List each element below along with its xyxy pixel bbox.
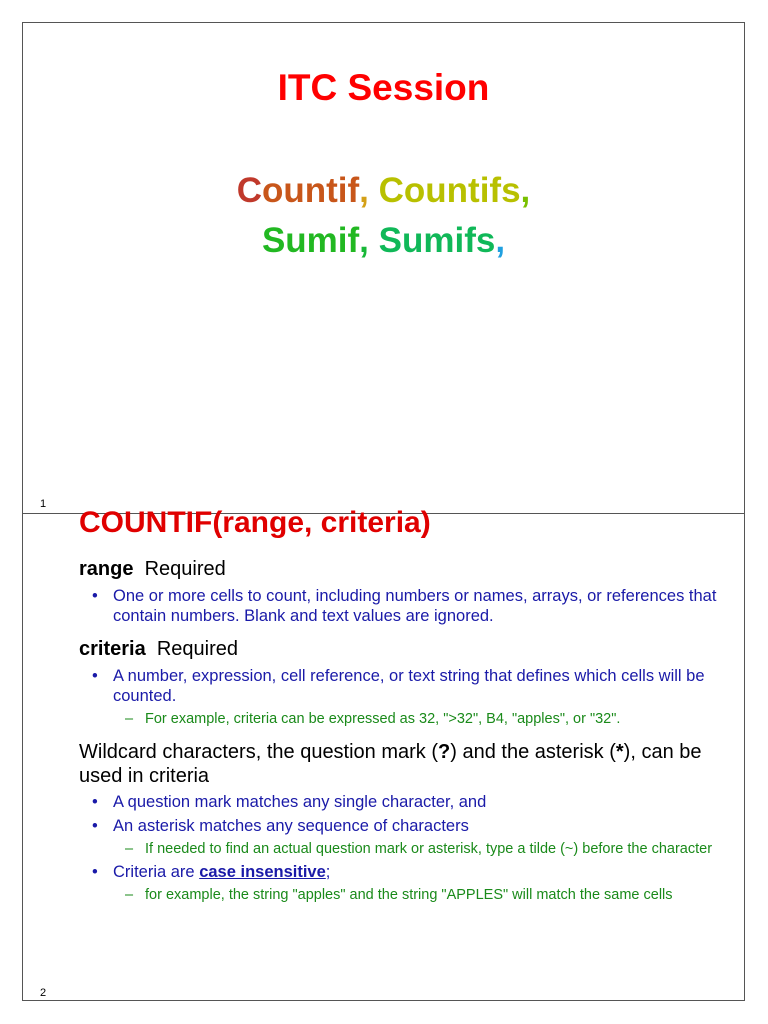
range-bullet-text: One or more cells to count, including numbers or names, arrays, or references that contain numbers. Blank and text values are ignored. [113, 587, 717, 625]
wildcard-asterisk: * [615, 741, 624, 763]
criteria-heading [79, 636, 739, 662]
bullet-dot: • [92, 863, 98, 881]
case-bullet [79, 862, 739, 882]
subtitle-segment: Sumifs [378, 221, 496, 260]
bullet-dot: • [92, 587, 98, 605]
subtitle-segment: , [495, 221, 506, 260]
bullet-dot: • [92, 793, 98, 811]
slide-1-subtitle-line-2 [23, 217, 744, 264]
wildcard-text-3: ), can be used in criteria [79, 741, 702, 787]
slide-1-number: 1 [40, 498, 47, 510]
subtitle-segment: ountif [261, 171, 360, 210]
slide-2-number: 2 [40, 987, 47, 999]
range-term: range [79, 558, 134, 580]
slide-2-body [79, 550, 739, 904]
subtitle-segment: , [359, 221, 379, 260]
range-heading [79, 556, 739, 582]
sub-dash: – [125, 841, 134, 857]
criteria-bullet [79, 666, 739, 706]
wild-sub-1-text: If needed to find an actual question mark or asterisk, type a tilde (~) before the character [145, 841, 713, 857]
slide-1-title: ITC Session [277, 67, 490, 108]
criteria-term: criteria [79, 638, 146, 660]
wild-bullet-1-text: A question mark matches any single character, and [113, 793, 487, 811]
criteria-required: Required [156, 638, 239, 660]
case-sub-text: for example, the string "apples" and the string "APPLES" will match the same cells [145, 887, 673, 903]
case-bullet-prefix: Criteria are [113, 863, 200, 881]
case-bullet-suffix: ; [325, 863, 331, 881]
wildcard-text-2: ) and the asterisk ( [450, 741, 616, 763]
wildcard-text-1: Wildcard characters, the question mark ( [79, 741, 439, 763]
wild-bullet-2-text: An asterisk matches any sequence of characters [113, 817, 469, 835]
slide-1 [22, 22, 745, 514]
wild-sub-1 [79, 840, 739, 858]
case-sub [79, 886, 739, 904]
subtitle-segment: , [359, 171, 379, 210]
range-required: Required [144, 558, 226, 580]
range-bullet [79, 586, 739, 626]
subtitle-segment: C [236, 171, 262, 210]
bullet-dot: • [92, 667, 98, 685]
slide-2-title: COUNTIF(range, criteria) [79, 506, 431, 539]
criteria-sub-text: For example, criteria can be expressed as 32, ">32", B4, "apples", or "32". [145, 711, 621, 727]
criteria-bullet-text: A number, expression, cell reference, or text string that defines which cells will be counted. [113, 667, 705, 705]
wildcard-question-mark: ? [438, 741, 451, 763]
sub-dash: – [125, 711, 134, 727]
sub-dash: – [125, 887, 134, 903]
wildcard-heading [79, 740, 739, 788]
case-insensitive-link[interactable]: case insensitive [199, 863, 326, 881]
slide-2 [22, 506, 745, 1001]
slide-1-subtitle-line-1 [23, 167, 744, 214]
subtitle-segment: Sumif [261, 221, 360, 260]
wild-bullet-2 [79, 816, 739, 836]
bullet-dot: • [92, 817, 98, 835]
wild-bullet-1 [79, 792, 739, 812]
subtitle-segment: Countifs [378, 171, 521, 210]
subtitle-segment: , [520, 171, 531, 210]
criteria-sub [79, 710, 739, 728]
